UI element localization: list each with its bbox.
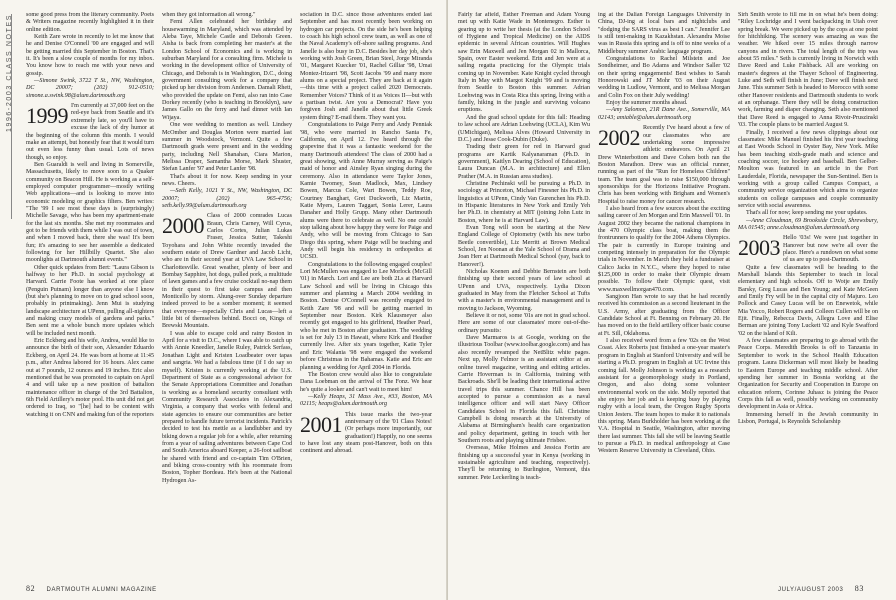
class-note-paragraph: —Anne Cloudman, 69 Brookside Circle, Shrewsbury, MA 01545; anne.cloudman@alum.dartmouth.org [738,217,878,231]
class-note-paragraph: when they got information all wrong." [162,12,256,18]
right-footer-title: JULY/AUGUST 2003 [778,587,844,593]
class-note-paragraph: Keith Zare wrote in recently to let me know that he and Denise O'Connell '00 are engaged and will be getting married this September in Boston. That's it. It's been a slow couple of months for my inbox. You know how to reach me with your news and gossip. [26,34,154,77]
right-page [448,0,896,600]
class-note-paragraph: Congratulations to Rachel Milstein and Joe Sondheimer, and Bo Adams and Windsor Saller '02 on their spring engagements! Best wishes to Sarah Honorowski and JT Mohr '03 on their August wedding in Ludlow, Vermont, and to Melissa Morgan and Colin Fox on their July wedding! [598,56,730,99]
left-column-1 [26,12,154,584]
class-year-heading: 2001 [300,411,342,437]
class-note-paragraph: sociation in D.C. since those adventures ended last September and has most recently been working on hydrogen car projects. On the side he's been helping to coach his high school crew team, as well as one of the Naval Academy's off-shore sailing programs. And Janelle is also busy in D.C. Besides her day job, she's working with Josh Green, Brian Steel, Jorge Miranda '01, Margaret Kuecker '01, Rachel Gilliar '98, Umai Montez-Irizarri '98, Scott Jacobs '99 and many more alums on a special project. They are back at it again—this time with a project called 2020 Democrats. Remember Voices? Think of it as Voices II—but with a partisan twist. Are you a Democrat? Have you forgiven Josh and Janelle about that little Greek system thing? E-mail them. They want you. [300,12,432,121]
class-note-paragraph: Ben Guaraldi is well and living in Somerville, Massachusetts, likely to move soon to a Quaker community on Beacon Hill. He is working as a self-employed computer programmer—mostly writing Web applications—and is looking to move into economic modeling or graphics filters. Ben writes: "The '99 I see most these days is (surprisingly) Michelle Savage, who has been my apartment-mate for the last six months. She met my roommates and got to be friends with them while I was out of town, and when I moved back, there she was! It's been fun; it's amazing to see her assemble a dedicated following for her Hillbilly Quartet. She also moonlights at Dartmouth alumni events." [26,161,154,264]
left-footer-title: DARTMOUTH ALUMNI MAGAZINE [46,587,157,593]
class-note-paragraph: I also heard from a few sources about the exciting sailing career of Jen Morgan and Erin Maxwell '01. In August 2002 they became the national champions in the 470 Olympic class boat, making them the frontrunners to qualify for the 2004 Athens Olympics. The pair is currently in Europe training and competing intensely in preparation for the Olympic trials in November. In March they held a fundraiser at Calico Jacks in N.Y.C., where they hoped to raise $125,000 in order to make their Olympic dream possible. To follow their Olympic quest, visit www.maxwellmorgan470.com. [598,205,730,293]
class-note-paragraph: —Simone Swink, 3722 T St., NW, Washington, DC 20007; (202) 912-0510; simone.a.swink.98@alum.dartmouth.org [26,78,154,99]
left-footer [26,584,157,593]
class-note-paragraph: Enjoy the summer months ahead. [606,100,688,107]
left-page-number: 82 [26,584,36,593]
class-note-paragraph: Finally, I received a few news clippings about our classmates: Mike Manuel finished his first year teaching at East Woods School in Oyster Bay, New York. Mike has been teaching sixth-grade math and science and coaching soccer, ice hockey and baseball. Ben Gelber-Moulton was featured in an article in the Fort Lauderdale, Florida, newspaper the Sun-Sentinel. Ben is working with a group called Campus Compact, a community service organization which aims to organize students on college campuses and couple community service with social awareness. [738,129,878,209]
class-note-paragraph: Eric Eckberg and his wife, Andrea, would like to announce the birth of their son, Alexander Eduardo Eckberg, on April 24. He was born at home at 11:45 p.m., after Andrea labored for 16 hours. Alex came out at 7 pounds, 12 ounces and 19 inches. Eric also mentioned that he was promoted to captain on April 4 and will take up a new position of battalion maintenance officer in charge of the 3rd Battalion, 6th Field Artillery's motor pool. His unit did not get ordered to Iraq, so "[he] had to be content with watching it on CNN and making fun of the reporters [26,338,154,418]
class-note-paragraph: The Boston crew would also like to congratulate Dana Loebman on the arrival of The Fonz. We hear he's quite a looker and can't wait to meet him! [300,371,432,393]
class-year-section [738,235,878,264]
class-year-section [598,125,730,206]
class-note-paragraph: That's all for now; keep sending me your updates. [746,210,868,217]
class-note-paragraph: Congratulations to the following engaged couples! Lori McMullen was engaged to Lee Morlock (McGill '01) in March. Lori and Lee are both 2Ls at Harvard Law School and will be living in Chicago this summer and planning a March 2004 wedding in Boston. Denise O'Connell was recently engaged to Keith Zare '98 and will be getting married in September near Boston. Kirk Klausmeyer also recently got engaged to his girlfriend, Heather Pearl, who he met in Boston after graduation. The wedding is set for July 13 in Hawaii, where Kirk and Heather currently live. After six years together, Katie Tyler and Eric Walania '98 were engaged the weekend before Christmas in the Bahamas. Katie and Eric are planning a wedding for April 2004 in Florida. [300,261,432,371]
class-note-paragraph: Recently I've heard about a few of our classmates who are undertaking some impressive athletic endeavors. On April 21 Drew Winterbottom and Dave Cohen both ran the Boston Marathon. Drew was an official runner, running as part of the "Run for Homeless Children" team. The team goal was to raise $150,000 through sponsorships for the Horizons Initiative Program. Chris has been working with Brigham and Women's Hospital to raise money for cancer research. [598,125,730,205]
class-note-paragraph: some good press from the literary community. Poets & Writers magazine recently highlighted it in their online edition. [26,12,154,33]
class-note-paragraph: Fairly far afield, Esther Freeman and Adam Young met up with Katie Wade in Montenegro. Esther is gearing up to write her thesis (at the London School of Hygiene and Tropical Medicine) on the AIDS epidemic in several African countries. Will Hughes saw Erin Maxwell and Jen Morgan 02 in Mallorca, Spain, over Easter weekend. Erin and Jen were at a sailing regatta practicing for the Olympic trials coming up in November. Kate Knight cycled through Italy in May with Margot Knight '99 and is moving from Seattle to Boston this summer. Adrian Loehwing was in Costa Rica this spring, living with a family, hiking in the jungle and surviving volcano eruptions. [458,12,590,114]
class-note-paragraph: —Amy Salomon, 21R Dane Ave., Somerville, MA 02143; amiable@alum.dartmouth.org [598,107,730,121]
class-note-paragraph: I'm currently at 37,000 feet on the red-eye back from Seattle and it's extremely late, so you'll have to excuse the lack of dry humor at the beginning of the column this month. I would make an attempt, but honestly fear that it would turn out even less funny than usual. Lots of news though, so enjoy. [26,103,154,161]
class-note-paragraph: This issue marks the two-year anniversary of the '01 Class Notes! (Or perhaps more importantly, our graduation!) Happily, no one seems to have lost any steam post-Hanover, both on this continent and abroad. [300,411,432,455]
right-page-number: 83 [854,584,864,593]
class-note-paragraph: Quite a few classmates will be heading to the Marshall Islands this September to teach in local elementary and high schools. Off to Wotje are Emily Barsky, Greg Lucas and Ben Young; and Kate McGeen and Emily Fry will be in the capital city of Majuro. Leo Pollock and Casey Lucas will be on Enewetok, while Mia Yocco, Robert Rogers and Colleen Cullen will be on Ejit. Finally, Rebecca Davis, Allegra Love and Elise Berman are joining Tony Luckett '02 and Kyle Swafford '02 on the island of Kili. [738,264,878,337]
class-note-paragraph: I was able to escape cold and rainy Boston in April for a visit to D.C., where I was able to catch up with Annie Kneedler, Janelle Ruley, Patrick Serfass, Jonathan Light and Kristen Loadbeater over tapas and sangria. We had a fabulous time (if I do say so myself). Kristen is currently working at the U.S. Department of State as a congressional advisor for the Senate Appropriations Committee and Jonathan is working as a homeland security consultant with Community Research Associates in Alexandria, Virginia, a company that works with federal and state agencies to ensure our communities are better prepared to handle future terrorist incidents. Patrick's decided to test his mettle as a landlubber and try biking down a regular job for a while, after returning from a year of sailing adventures between Cape Cod and South America aboard Keeper, a 26-foot sailboat he shared with friend and co-captain Tim O'Brien, and biking cross-country with his roommate from Boston, Topher Bordeau. He's been at the National Hydrogen As- [162,330,292,484]
class-year-heading: 2002 [598,125,640,151]
class-note-paragraph: Hello '03s! We were just together in Hanover but now we're all over the place. Here's a rundown on what some of us are up to post-Dartmouth. [783,235,878,264]
left-column-3 [300,12,432,584]
class-note-paragraph: Other quick updates from Bert: "Laura Gibson is halfway to her Ph.D. in social psychology at Harvard. Carrie Foote has worked at one place (Penguin Putnam) longer than anyone else I know (but she's planning to move on to grad school soon, probably in printmaking). Jenn Mui is studying landscape architecture at UPenn, pulling all-nighters and making crazy models of gardens and parks." Ben sent me a whole bunch more updates which will be included next month. [26,264,154,337]
class-note-paragraph: Sangjoon Han wrote to say that he had recently received his commission as a second lieutenant in the U.S. Army, after graduating from the Officer Candidate School at Ft. Benning on February 20. He has moved on to the field artillery officer basic course at Ft. Sill, Oklahoma. [598,294,730,337]
class-note-paragraph: Trading their green for red in Harvard grad programs are Kartik Kalyanaraman (Ph.D. in government), Kaitlyn Dearing (School of Education), Laura Duncan (M.A. in architecture) and Ellen Prather (M.A. in Russian area studies). [458,144,590,180]
right-column-3 [738,12,878,584]
class-note-paragraph: A few classmates are preparing to go abroad with the Peace Corps. Meredith Brooks is off to Tanzania in September to work in the School Health Education program. Laura Dickerman will most likely be heading to Eastern Europe and teaching middle school. After spending her summer in Bosnia working at the Organization for Security and Cooperation in Europe on education reform, Corinne Juhasz is joining the Peace Corps this fall as well, possibly working on community development in Asia or Africa. [738,338,878,411]
side-tab-label: 1996-2003 CLASS NOTES [6,14,13,133]
class-notes-side-tab [6,14,18,214]
right-column-2 [598,12,730,584]
class-note-paragraph: Christine Pechinski will be pursuing a Ph.D. in sociology at Princeton, Michael Finesner his Ph.D. in linguistics at UPenn, Cindy Van Gurenchen his Ph.D. in Hispanic literatures in New York and Emily Yeh her Ph.D. in chemistry at MIT (joining John Lutz in Boston, where he is at Harvard Law). [458,180,590,224]
class-note-paragraph: That's about it for now. Keep sending in your news. Cheers. [162,173,292,187]
class-note-paragraph: Sirh Smith wrote to fill me in on what he's been doing: "Riley Lochridge and I went backpacking in Utah over spring break. We were picked up by the cops at one point for hitchhiking. The scenery was amazing as was the weather. We hiked over 15 miles through narrow canyons and in rivers. The total length of the trip was about 55 miles." Seth is currently living in Norwich with Dave Reed and Luke Fishback. All are working on master's degrees at the Thayer School of Engineering. Luke and Seth will finish in June; Dave will finish next June. This summer Seth is headed to Morocco with some other Hanover residents and Dartmouth students to work at an orphanage. There they will be doing construction work, farming and diaper changing. Seth also mentioned that Dave Reed is engaged to Anna Rivoir-Pruszinski '03. The couple plans to be married August 9. [738,12,878,129]
class-note-paragraph: ing at the Dalian Foreign Languages University in China, DJ-ing at local bars and nightclubs and "dodging the SARS virus as best I can." Jennifer Lee is still tent-making in Kazakhstan. Alexandra Moise was in Russia this spring and is off to nine weeks of a Middlebury summer Arabic language program. [598,12,730,55]
class-note-paragraph: Overseas, Mike Holmes and Jessica Fortin are finishing up a successful year in Kenya (working in sustainable agriculture and teaching, respectively). They'll be returning to Burlington, Vermont, this summer. Pete Leckerling is teach- [458,445,590,481]
class-note-paragraph: And the grad school update for this fall: Heading to law school are Adrian Loehwing (UCLA), Kim Wu (UMichigan), Melissa Alves (Howard University in D.C.) and Jesse Cook-Dubin (Duke). [458,114,590,143]
class-note-paragraph: Believe it or not, some '01s are not in grad school. Here are some of our classmates' more out-of-the-ordinary pursuits: [458,313,590,334]
class-note-paragraph: Evan Tong will soon be starting at the New England College of Optometry (with his new turbo Beetle convertible), Liz Merritt at Brown Medical School, Jen Noonan at the Yale School of Drama and Joan Herr at Dartmouth Medical School (yay, back to Hanover!). [458,224,590,268]
class-note-paragraph: Nicholas Koenen and Debbie Bernstein are both finishing up their second years of law school at UPenn and UVA, respectively. Lydia Dixon graduated in May from the Fletcher School at Tufts with a master's in environmental management and is moving to Jackson, Wyoming. [458,269,590,312]
class-note-paragraph: One wee wedding to mention as well. Lindsey McOmber and Douglas Morton were married last summer in Woodstock, Vermont. Quite a few Dartmouth grads were present and in the wedding party, including Nell Shanahan, Ciara Marion, Melissa Draper, Samantha Morse, Mark Shuster, Stefan Lanfer '97 and Peter Lanfer '98. [162,122,292,173]
class-note-paragraph: —Kelly Heaps, 31 Mass Ave., #33, Boston, MA 02115; heaps@alum.dartmouth.org [300,393,432,408]
class-year-heading: 2000 [162,213,204,239]
class-note-paragraph: Congratulations to Paige Perry and Andy Penniak '98, who were married in Rancho Santa Fe, California, on April 12. I've heard through the grapevine that it was a fantastic weekend for the many Dartmouth attendees! The class of 2000 had a great showing, with Anne Murray serving as Paige's maid of honor and Ainsley Ryan singing during the ceremony. Also in attendance were Taylor Jones, Kamie Twomey, Sean Madlock, Max, Lindsey Bowen, Marcus Cole, Wart Bowen, Teddy Roe, Courtney Banghart, Gret Duckworth, Liz Martin, Katie Myers, Lauren Taggart, Sonia Lerer, Laura Danaher and Holly Grupp. Many other Dartmouth alums were there to celebrate as well. No one could stop talking about how happy they were for Paige and Andy, who will be moving from Chicago to San Diego this spring, where Paige will be teaching and Andy will begin his residency in orthopedics at UCSD. [300,122,432,261]
right-column-1 [458,12,590,584]
class-year-section [26,103,154,162]
class-note-paragraph: Class of 2000 comrades Lucas Braun, Chris Carney, Will Cyrus, Carlos Cortes, Julian Lukas Fraser, Jessica Sutter, Takeshi Toyohara and John White recently invaded the southern estate of Drew Gardner and Jacob Licht, who are in their second year at UVA Law School in Charlottesville. Great weather, plenty of beer and Bombay Sapphire, hot dogs, pulled pork, a multitude of lawn games and a few cruise cocktail no-nap them in their quest to first take campus and then Monticello by storm. Ahung-over Sunday departure indeed proved to be a somber moment; it seemed that everyone—especially Chris and Lucas—left a little bit of themselves behind. Bocci on, Kings of Brewski Mountain. [162,213,292,330]
class-year-section [162,213,292,331]
class-note-paragraph: Femi Allen celebrated her birthday and housewarming in Maryland, which was attended by Aleba Taye, Michele Castle and Deborah Green. Aisha is back from completing her master's at the London School of Economics and is working in suburban Maryland for a consulting firm. Michele is working in the development office of University of Chicago, and Deborah is in Washington, D.C., doing government consulting work for a company that picked up her division from Andersen. Damali Rhett, who provided the update on Femi, also ran into Case Dorkey recently (who is teaching in Brooklyn), saw James Gallo on the ferry and had dinner with Ian Wijaya. [162,19,292,121]
class-note-paragraph: Immersing herself in the Jewish community in Lisbon, Portugal, is Reynolds Scholarship [738,411,878,425]
class-year-heading: 2003 [738,235,780,261]
class-note-paragraph: —Seth Kelly, 1021 Y St., NW, Washington, DC 20007; (202) 965-4756; seth.kelly.99@alum.dartmouth.org [162,188,292,209]
class-note-paragraph: Dave Marmaros is at Google, working on the illustrious Toolbar (www.toolbar.google.com) and has also recently revamped the NetBlitz white pages. Next up, Molly Felmor is an assistant editor at an online travel magazine, writing and editing articles. Carrie Hoverman is in California, training with Backroads. She'll be leading their international active travel trips this summer. Chance Hill has been accepted to pursue a commission as a naval intelligence officer and will start Navy Officer Candidates School in Florida this fall. Christine Campbell is doing research at the University of Alabama at Birmingham's health care organization and policy department, getting in touch with her Southern roots and playing ultimate Frisbee. [458,335,590,444]
class-year-heading: 1999 [26,103,68,129]
class-note-paragraph: I also received word from a few '02s on the West Coast. Alex Roberts just finished a one-year master's program in English at Stanford University and will be starting a Ph.D. program in English at UC Irvine this coming fall. Molly Johnson is working as a research assistant for a geomorphology study in Portland, Oregon, and also doing some volunteer environmental work on the side. Molly reported that she enjoys her job and is keeping busy by playing rugby with a local team, the Oregon Rugby Sports Union Jesters. The team hopes to make it to nationals this spring. Mara Burkholder has been working at the V.A. Hospital in Seattle, Washington, after moving there last summer. This fall she will be leaving Seattle to pursue a Ph.D. in medical anthropology at Case Western Reserve University in Cleveland, Ohio. [598,338,730,455]
left-column-2 [162,12,292,584]
class-year-section [300,412,432,456]
right-footer [778,584,864,593]
